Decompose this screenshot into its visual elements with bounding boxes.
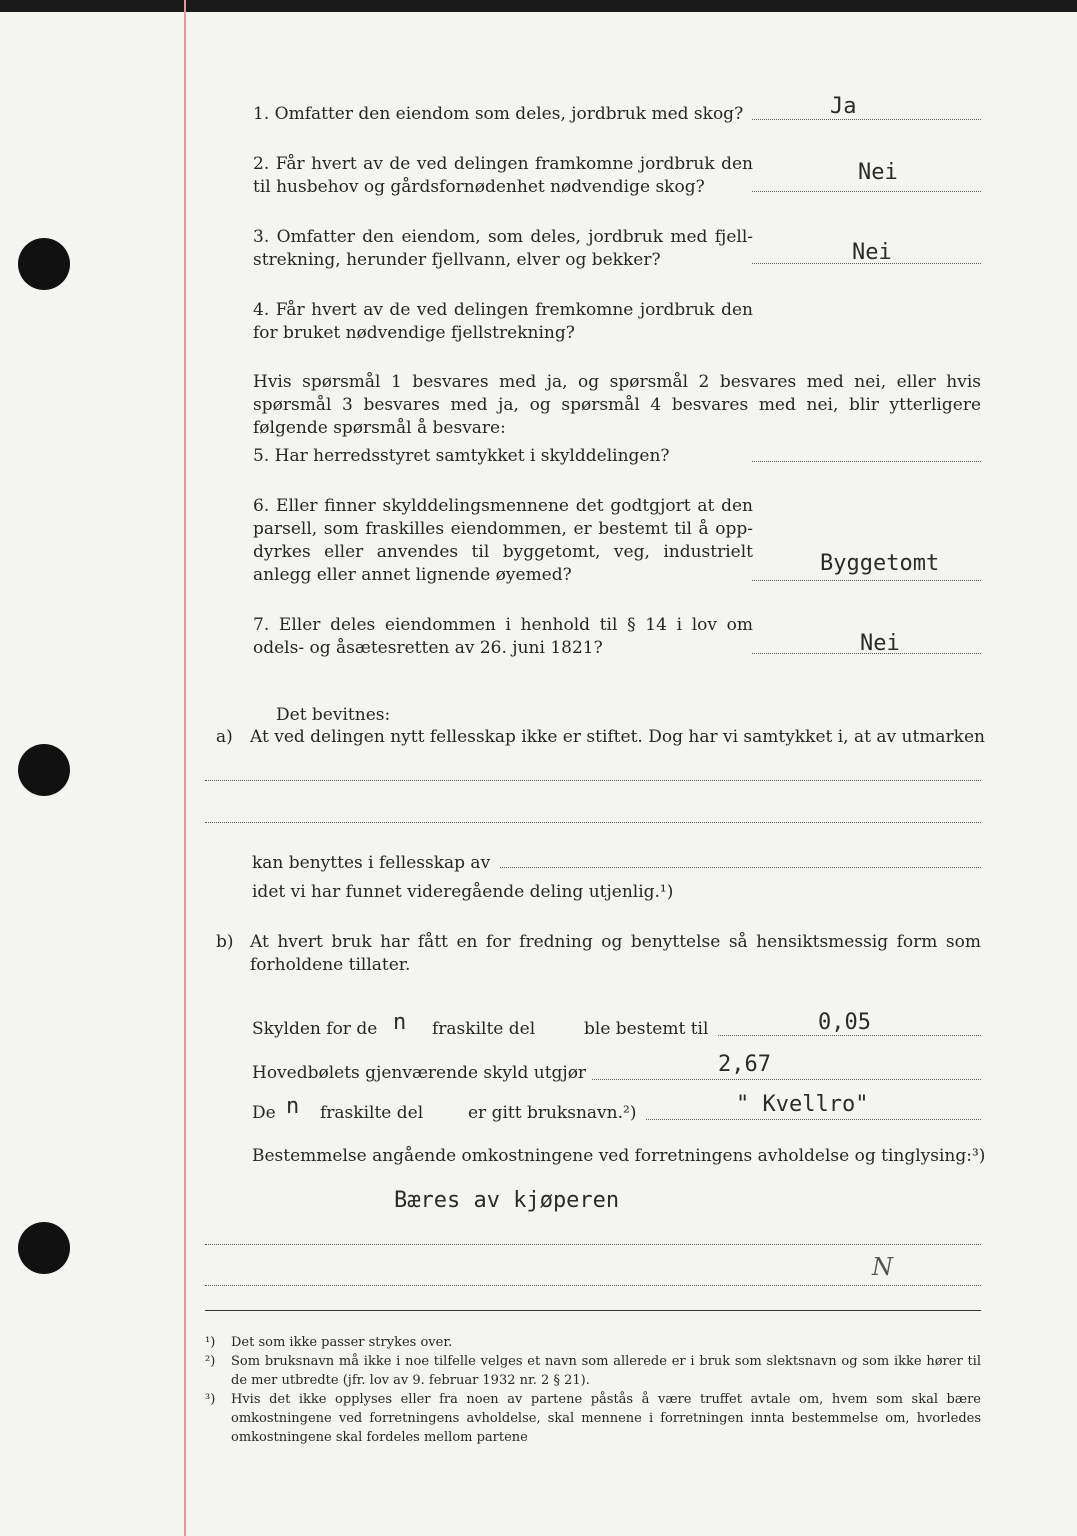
fill-line-bestemmelse-1 — [205, 1244, 981, 1245]
footnote-mark: ³) — [205, 1392, 216, 1407]
footnote-3 — [205, 1390, 981, 1447]
answer-3: Nei — [852, 240, 892, 265]
footnote-mark: ¹) — [205, 1335, 216, 1350]
fill-line-a1 — [205, 780, 981, 781]
question-number: 7. — [253, 615, 270, 635]
answer-2: Nei — [858, 160, 898, 185]
question-number: 5. — [253, 446, 270, 466]
footnote-separator — [205, 1310, 981, 1311]
attest-heading: Det bevitnes: — [276, 705, 391, 725]
punch-hole-top — [18, 238, 70, 290]
skyld-line-1-prefix: Skylden for de — [252, 1019, 378, 1039]
skyld-line-3-fill — [646, 1119, 981, 1120]
answer-1: Ja — [830, 94, 857, 119]
attest-b-text: At hvert bruk har fått en for fredning og benyttelse så hensiktsmessig form som forholdene tillater. — [250, 932, 981, 975]
footnote-text: Som bruksnavn må ikke i noe tilfelle velges et navn som allerede er i bruk som slektsnavn og som ikke hører til de mer utbredte (jfr. lov av 9. februar 1932 nr. 2 § 21). — [231, 1354, 981, 1388]
conditional-text: Hvis spørsmål 1 besvares med ja, og spørsmål 2 besvares med nei, eller hvis spørsmål 3 besvares med ja, og spørsmål 4 besvares med nei, blir ytterligere følgende spørsmål å besvare: — [253, 372, 981, 438]
attest-a-label: a) — [216, 727, 233, 747]
footnote-mark: ²) — [205, 1354, 216, 1369]
footnotes — [205, 1333, 981, 1447]
attest-a-text: At ved delingen nytt fellesskap ikke er stiftet. Dog har vi samtykket i, at av utmarken — [250, 727, 985, 747]
punch-hole-bottom — [18, 1222, 70, 1274]
skyld-line-3-prefix: De — [252, 1103, 276, 1123]
question-2 — [205, 153, 753, 199]
bestemmelse-label: Bestemmelse angående omkostningene ved forretningens avholdelse og tinglysing:³) — [252, 1146, 986, 1166]
question-number: 3. — [253, 227, 270, 247]
fill-line-fellesskap — [500, 867, 981, 868]
answer-line-6 — [752, 580, 981, 581]
answer-line-5 — [752, 461, 981, 462]
question-1 — [205, 103, 753, 126]
skyld-line-3-value: " Kvellro" — [736, 1092, 869, 1117]
skyld-line-3-handwritten: n — [286, 1094, 300, 1119]
skyld-line-2-fill — [592, 1079, 981, 1080]
answer-line-1 — [752, 119, 981, 120]
conditional-paragraph — [205, 371, 981, 440]
skyld-line-1-value: 0,05 — [818, 1010, 871, 1035]
kan-benyttes-label: kan benyttes i fellesskap av — [252, 853, 491, 873]
footnote-text: Hvis det ikke opplyses eller fra noen av partene påstås å være truffet avtale om, hvem som skal bære omkostningene ved forretningens avholdelse, skal mennene i forretningen innta bestemmelse om, hvorledes omkostningene skal fordeles mellom partene — [231, 1392, 981, 1445]
footnote-2 — [205, 1352, 981, 1390]
skyld-line-1-fill — [718, 1035, 981, 1036]
question-text: Får hvert av de ved delingen fremkomne jordbruk den for bruket nødvendige fjellstrekning? — [253, 300, 753, 343]
question-text: Eller deles eiendommen i henhold til § 14 i lov om odels- og åsætesretten av 26. juni 1821? — [253, 615, 753, 658]
scan-top-edge — [0, 0, 1077, 12]
punch-hole-middle — [18, 744, 70, 796]
skyld-line-3-mid: fraskilte del — [320, 1103, 424, 1123]
skyld-line-2-prefix: Hovedbølets gjenværende skyld utgjør — [252, 1063, 587, 1083]
idet-text: idet vi har funnet videregående deling utjenlig.¹) — [252, 882, 674, 902]
footnote-text: Det som ikke passer strykes over. — [231, 1335, 453, 1350]
skyld-line-2-value: 2,67 — [718, 1052, 771, 1077]
question-5 — [205, 445, 753, 468]
fill-line-bestemmelse-2 — [205, 1285, 981, 1286]
question-number: 4. — [253, 300, 270, 320]
question-number: 6. — [253, 496, 270, 516]
answer-6: Byggetomt — [820, 551, 940, 576]
answer-7: Nei — [860, 631, 900, 656]
question-number: 2. — [253, 154, 270, 174]
question-text: Omfatter den eiendom som deles, jordbruk med skog? — [274, 104, 744, 124]
question-text: Eller finner skylddelingsmennene det godtgjort at den parsell, som fraskilles eiendommen, er bestemt til å opp-dyrkes eller anvendes til byggetomt, veg, industrielt anlegg eller annet lignende øyemed? — [253, 496, 753, 585]
question-text: Har herredsstyret samtykket i skylddelingen? — [274, 446, 670, 466]
skyld-line-1-handwritten: n — [393, 1010, 407, 1035]
question-7 — [205, 614, 753, 660]
skyld-line-3-suffix: er gitt bruksnavn.²) — [468, 1103, 637, 1123]
question-text: Omfatter den eiendom, som deles, jordbruk med fjell-strekning, herunder fjellvann, elver og bekker? — [253, 227, 753, 270]
fill-line-a2 — [205, 822, 981, 823]
margin-line — [184, 0, 186, 1536]
attest-b-label: b) — [216, 932, 234, 952]
footnote-1 — [205, 1333, 981, 1352]
handwritten-mark: N — [872, 1253, 893, 1281]
skyld-line-1-suffix: ble bestemt til — [584, 1019, 709, 1039]
question-4 — [205, 299, 753, 345]
question-3 — [205, 226, 753, 272]
question-text: Får hvert av de ved delingen framkomne jordbruk den til husbehov og gårdsfornødenhet nødvendige skog? — [253, 154, 753, 197]
question-6 — [205, 495, 753, 587]
skyld-line-1-mid: fraskilte del — [432, 1019, 536, 1039]
answer-line-2 — [752, 191, 981, 192]
bestemmelse-value: Bæres av kjøperen — [394, 1188, 620, 1213]
question-number: 1. — [253, 104, 270, 124]
